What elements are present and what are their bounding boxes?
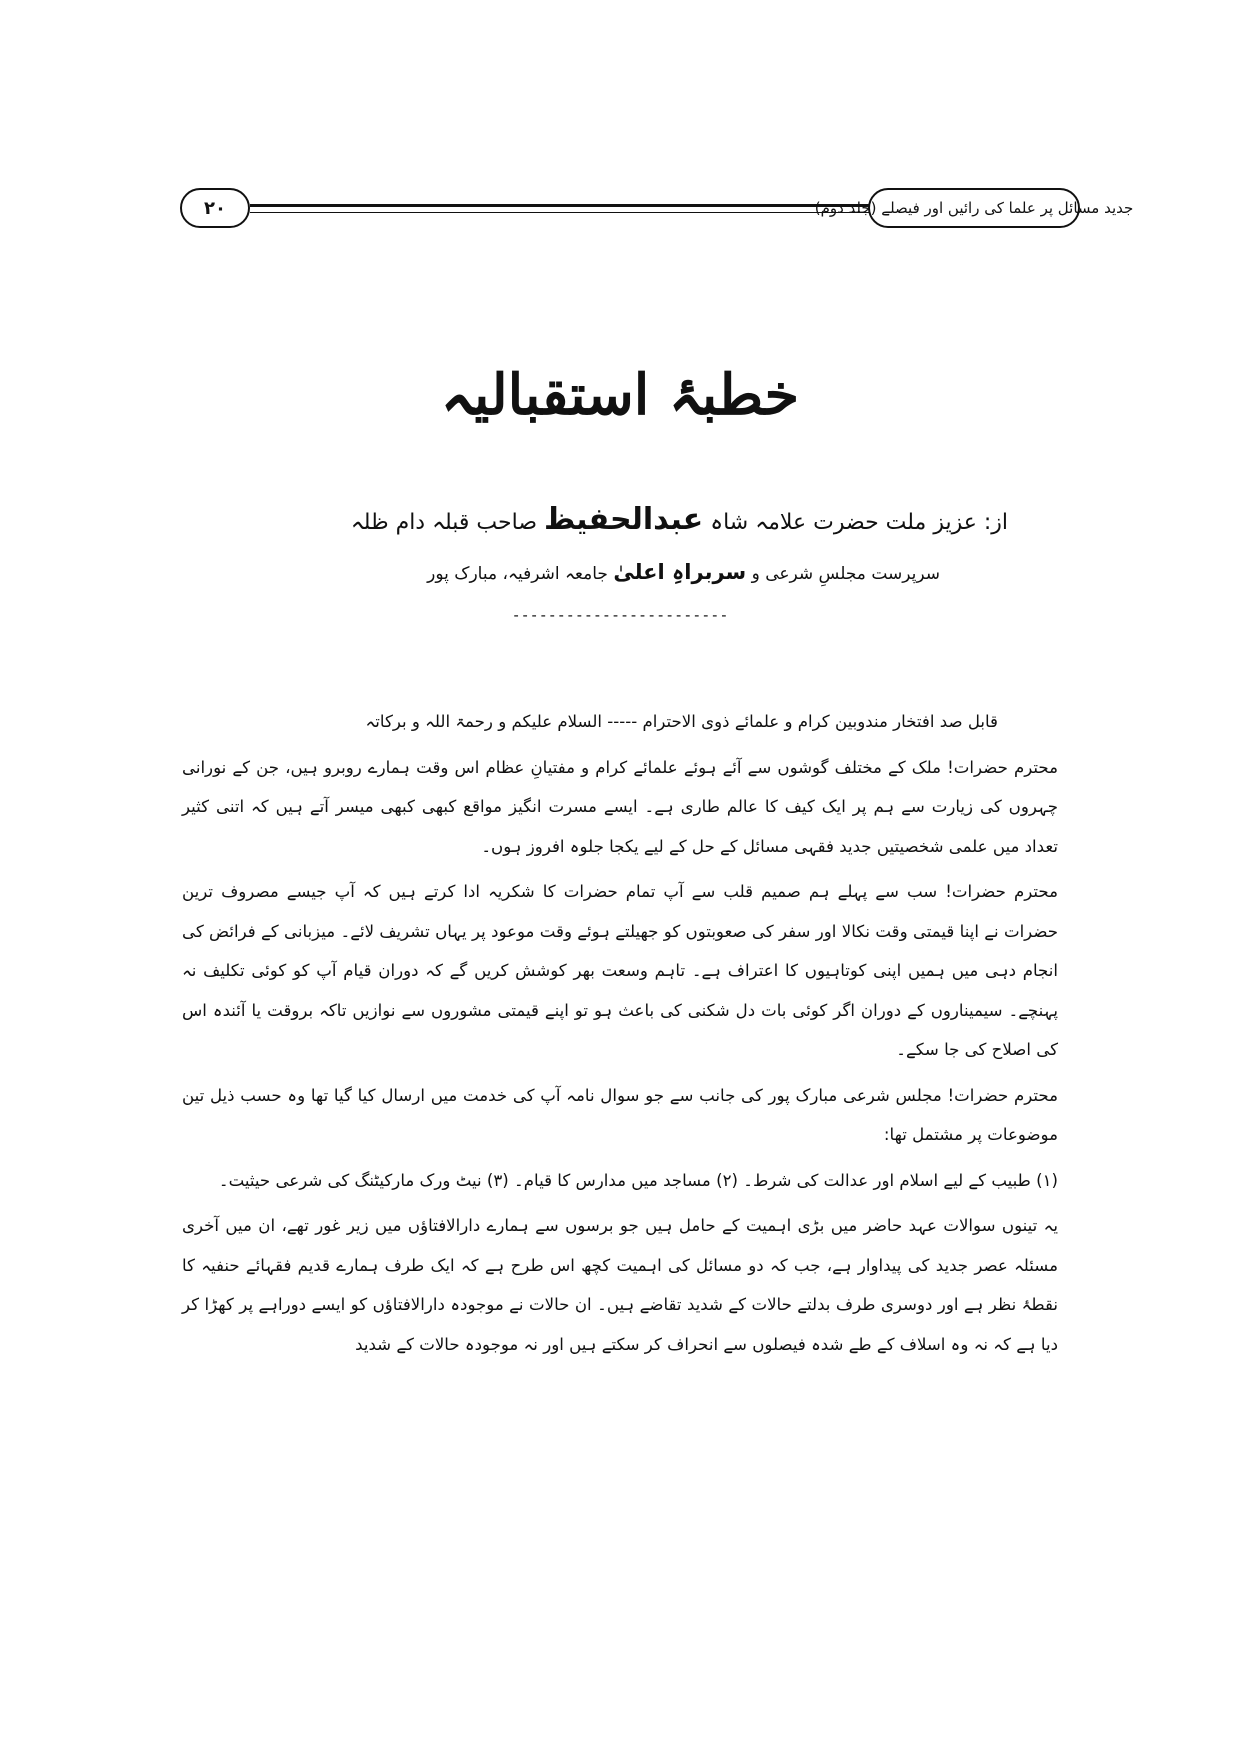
affiliation-prefix: سرپرست مجلسِ شرعی و (751, 564, 940, 584)
book-title: جدید مسائل پر علما کی رائیں اور فیصلے (جلد دوم) (868, 188, 1080, 228)
paragraph: محترم حضرات! سب سے پہلے ہم صمیم قلب سے آپ تمام حضرات کا شکریہ ادا کرتے ہیں کہ آپ جیسے مصروف ترین حضرات نے اپنا قیمتی وقت نکالا اور سفر کی صعوبتوں کو جھیلتے ہوئے وقت موعود پر یہاں تشریف لائے۔ میزبانی کے فرائض کی انجام دہی میں ہمیں اپنی کوتاہیوں کا اعتراف ہے۔ تاہم وسعت بھر کوشش کریں گے کہ دوران قیام آپ کو کوئی تکلیف نہ پہنچے۔ سیمیناروں کے دوران اگر کوئی بات دل شکنی کی باعث ہو تو اپنے قیمتی مشوروں سے نوازیں تاکہ بروقت یا آئندہ اس کی اصلاح کی جا سکے۔ (182, 882, 1058, 1059)
author-name: عبدالحفیظ (544, 502, 704, 537)
body-text (182, 702, 1058, 1370)
paragraph: (۱) طبیب کے لیے اسلام اور عدالت کی شرط۔ (۲) مساجد میں مدارس کا قیام۔ (۳) نیٹ ورک مارکیٹنگ کی شرعی حیثیت۔ (218, 1170, 1058, 1190)
paragraph: محترم حضرات! مجلس شرعی مبارک پور کی جانب سے جو سوال نامہ آپ کی خدمت میں ارسال کیا گیا تھا وہ حسب ذیل تین موضوعات پر مشتمل تھا: (182, 1085, 1058, 1144)
byline-suffix: صاحب قبلہ دام ظلہ (350, 510, 537, 535)
affiliation-suffix: جامعہ اشرفیہ، مبارک پور (427, 564, 608, 584)
page-title: خطبۂ استقبالیہ (440, 362, 800, 428)
author-byline (351, 502, 1008, 537)
byline-prefix: از: عزیز ملت حضرت علامہ شاہ (710, 510, 1008, 535)
salutation: قابل صد افتخار مندوبین کرام و علمائے ذوی الاحترام ----- السلام علیکم و رحمۃ اللہ و برکاتہ (365, 712, 998, 731)
header-rule-thin (250, 212, 870, 213)
running-header (180, 188, 1134, 238)
author-affiliation (427, 560, 940, 584)
affiliation-emphasis: سربراہِ اعلیٰ (613, 560, 747, 584)
paragraph: محترم حضرات! ملک کے مختلف گوشوں سے آئے ہوئے علمائے کرام و مفتیانِ عظام اس وقت ہمارے روبرو ہیں، جن کے نورانی چہروں کی زیارت سے ہم پر ایک کیف کا عالم طاری ہے۔ ایسے مسرت انگیز مواقع کبھی کبھی میسر آتے ہیں کہ اتنی کثیر تعداد میں علمی شخصیتیں جدید فقہی مسائل کے حل کے لیے یکجا جلوہ افروز ہوں۔ (182, 757, 1058, 856)
header-rule-thick (250, 204, 870, 207)
page-number: ۲۰ (180, 188, 250, 228)
paragraph: یہ تینوں سوالات عہد حاضر میں بڑی اہمیت کے حامل ہیں جو برسوں سے ہمارے دارالافتاؤں میں زیر غور تھے، ان میں آخری مسئلہ عصر جدید کی پیداوار ہے، جب کہ دو مسائل کی اہمیت کچھ اس طرح ہے کہ ایک طرف ہمارے قدیم فقہائے حنفیہ کا نقطۂ نظر ہے اور دوسری طرف بدلتے حالات کے شدید تقاضے ہیں۔ ان حالات نے موجودہ دارالافتاؤں کو ایسے دوراہے پر کھڑا کر دیا ہے کہ نہ وہ اسلاف کے طے شدہ فیصلوں سے انحراف کر سکتے ہیں اور نہ موجودہ حالات کے شدید (182, 1216, 1058, 1354)
divider: ------------------------ (511, 606, 729, 624)
